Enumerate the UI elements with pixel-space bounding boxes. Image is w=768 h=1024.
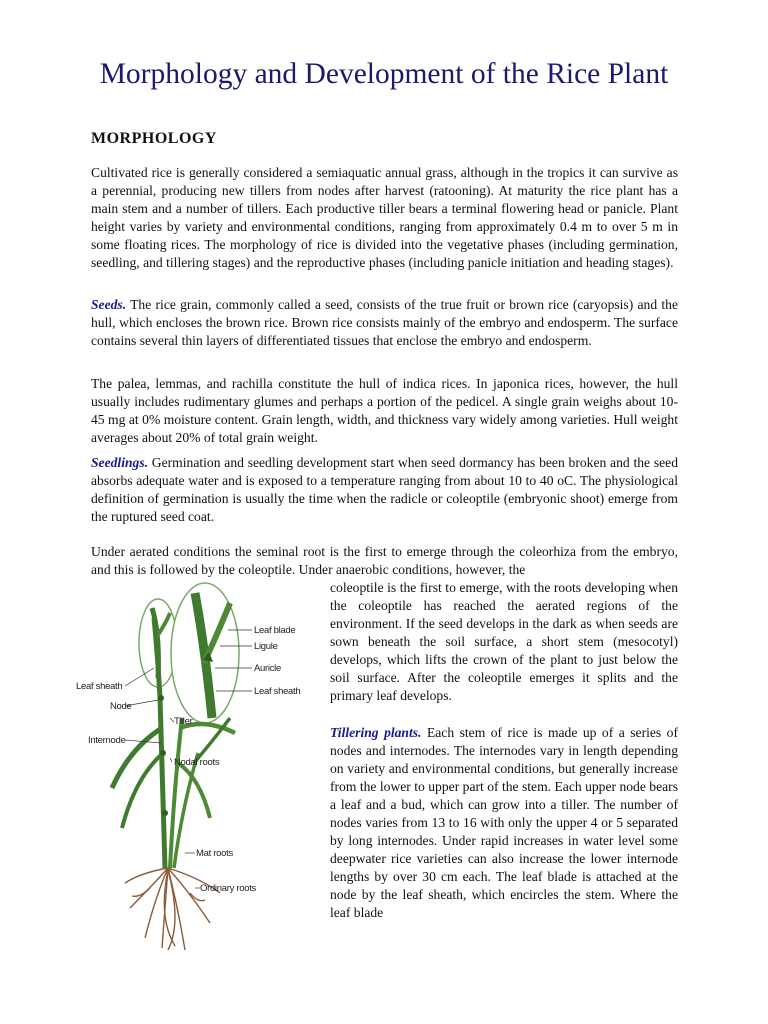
label-leaf-blade: Leaf blade <box>254 625 296 636</box>
label-ordinary-roots: Ordinary roots <box>200 883 256 894</box>
seeds-text: The rice grain, commonly called a seed, consists of the true fruit or brown rice (caryopsis) and the hull, which encloses the brown rice. Brown rice consists mainly of the embryo and endosperm. The surface contains several thin layers of differentiated tissues that enclose the embryo and endosperm. <box>91 297 678 348</box>
lead-seeds: Seeds. <box>91 297 127 312</box>
label-leaf-sheath-left: Leaf sheath <box>76 681 123 692</box>
paragraph-tillering <box>330 724 678 922</box>
label-leaf-sheath-right: Leaf sheath <box>254 686 301 697</box>
page-title: Morphology and Development of the Rice Plant <box>99 58 669 90</box>
paragraph-hull: The palea, lemmas, and rachilla constitute the hull of indica rices. In japonica rices, however, the hull usually includes rudimentary glumes and perhaps a portion of the pedicel. A single grain weighs about 10-45 mg at 0% moisture content. Grain length, width, and thickness vary widely among varieties. Hull weight averages about 20% of total grain weight. <box>91 376 678 445</box>
root-system <box>125 868 220 950</box>
label-tiller: Tiller <box>174 716 193 727</box>
label-mat-roots: Mat roots <box>196 848 233 859</box>
seedlings-text: Germination and seedling development start when seed dormancy has been broken and the seed absorbs adequate water and is exposed to a temperature ranging from about 10 to 40 oC. The physiological definition of germination is usually the time when the radicle or coleoptile (embryonic shoot) emerge from the ruptured seed coat. <box>91 455 678 524</box>
paragraph-aerated: Under aerated conditions the seminal root is the first to emerge through the coleorhiza from the embryo, and this is followed by the coleoptile. Under anaerobic conditions, however, the <box>91 544 678 577</box>
paragraph-intro: Cultivated rice is generally considered a semiaquatic annual grass, although in the tropics it can survive as a perennial, producing new tillers from nodes after harvest (ratooning). At maturity the rice plant has a main stem and a number of tillers. Each productive tiller bears a terminal flowering head or panicle. Plant height varies by variety and environmental conditions, ranging from approximately 0.4 m to over 5 m in some floating rices. The morphology of rice is divided into the vegetative phases (including germination, seedling, and tillering stages) and the reproductive phases (including panicle initiation and heading stages). <box>91 165 678 270</box>
lead-tillering: Tillering plants. <box>330 725 422 740</box>
lead-seedlings: Seedlings. <box>91 455 149 470</box>
paragraph-seedlings <box>91 454 678 526</box>
tillering-text: Each stem of rice is made up of a series of nodes and internodes. The internodes vary in length depending on variety and environmental conditions, but generally increase from the lower to upper part of the stem. Each upper node bears a leaf and a bud, which can grow into a tiller. The number of nodes varies from 13 to 16 with only the upper 4 or 5 separated by long internodes. Under rapid increases in water level some deepwater rice varieties can also increase the lower internode lengths by over 30 cm each. The leaf blade is attached at the node by the leaf sheath, which encircles the stem. Where the leaf blade <box>330 725 678 920</box>
label-internode: Internode <box>88 735 126 746</box>
section-heading: MORPHOLOGY <box>91 130 217 147</box>
paragraph-seeds <box>91 296 678 350</box>
label-auricle: Auricle <box>254 663 281 674</box>
rice-plant-figure <box>70 578 330 958</box>
paragraph-coleoptile: coleoptile is the first to emerge, with the roots developing when the coleoptile has reached the aerated regions of the environment. If the seed develops in the dark as when seeds are sown beneath the soil surface, a short stem (mesocotyl) develops, which lifts the crown of the plant to just below the soil surface. After the coleoptile emerges it splits and the primary leaf develops. <box>330 580 678 703</box>
label-nodal-roots: Nodal roots <box>174 757 220 768</box>
label-ligule: Ligule <box>254 641 278 652</box>
node-marker <box>158 695 164 701</box>
label-node: Node <box>110 701 132 712</box>
